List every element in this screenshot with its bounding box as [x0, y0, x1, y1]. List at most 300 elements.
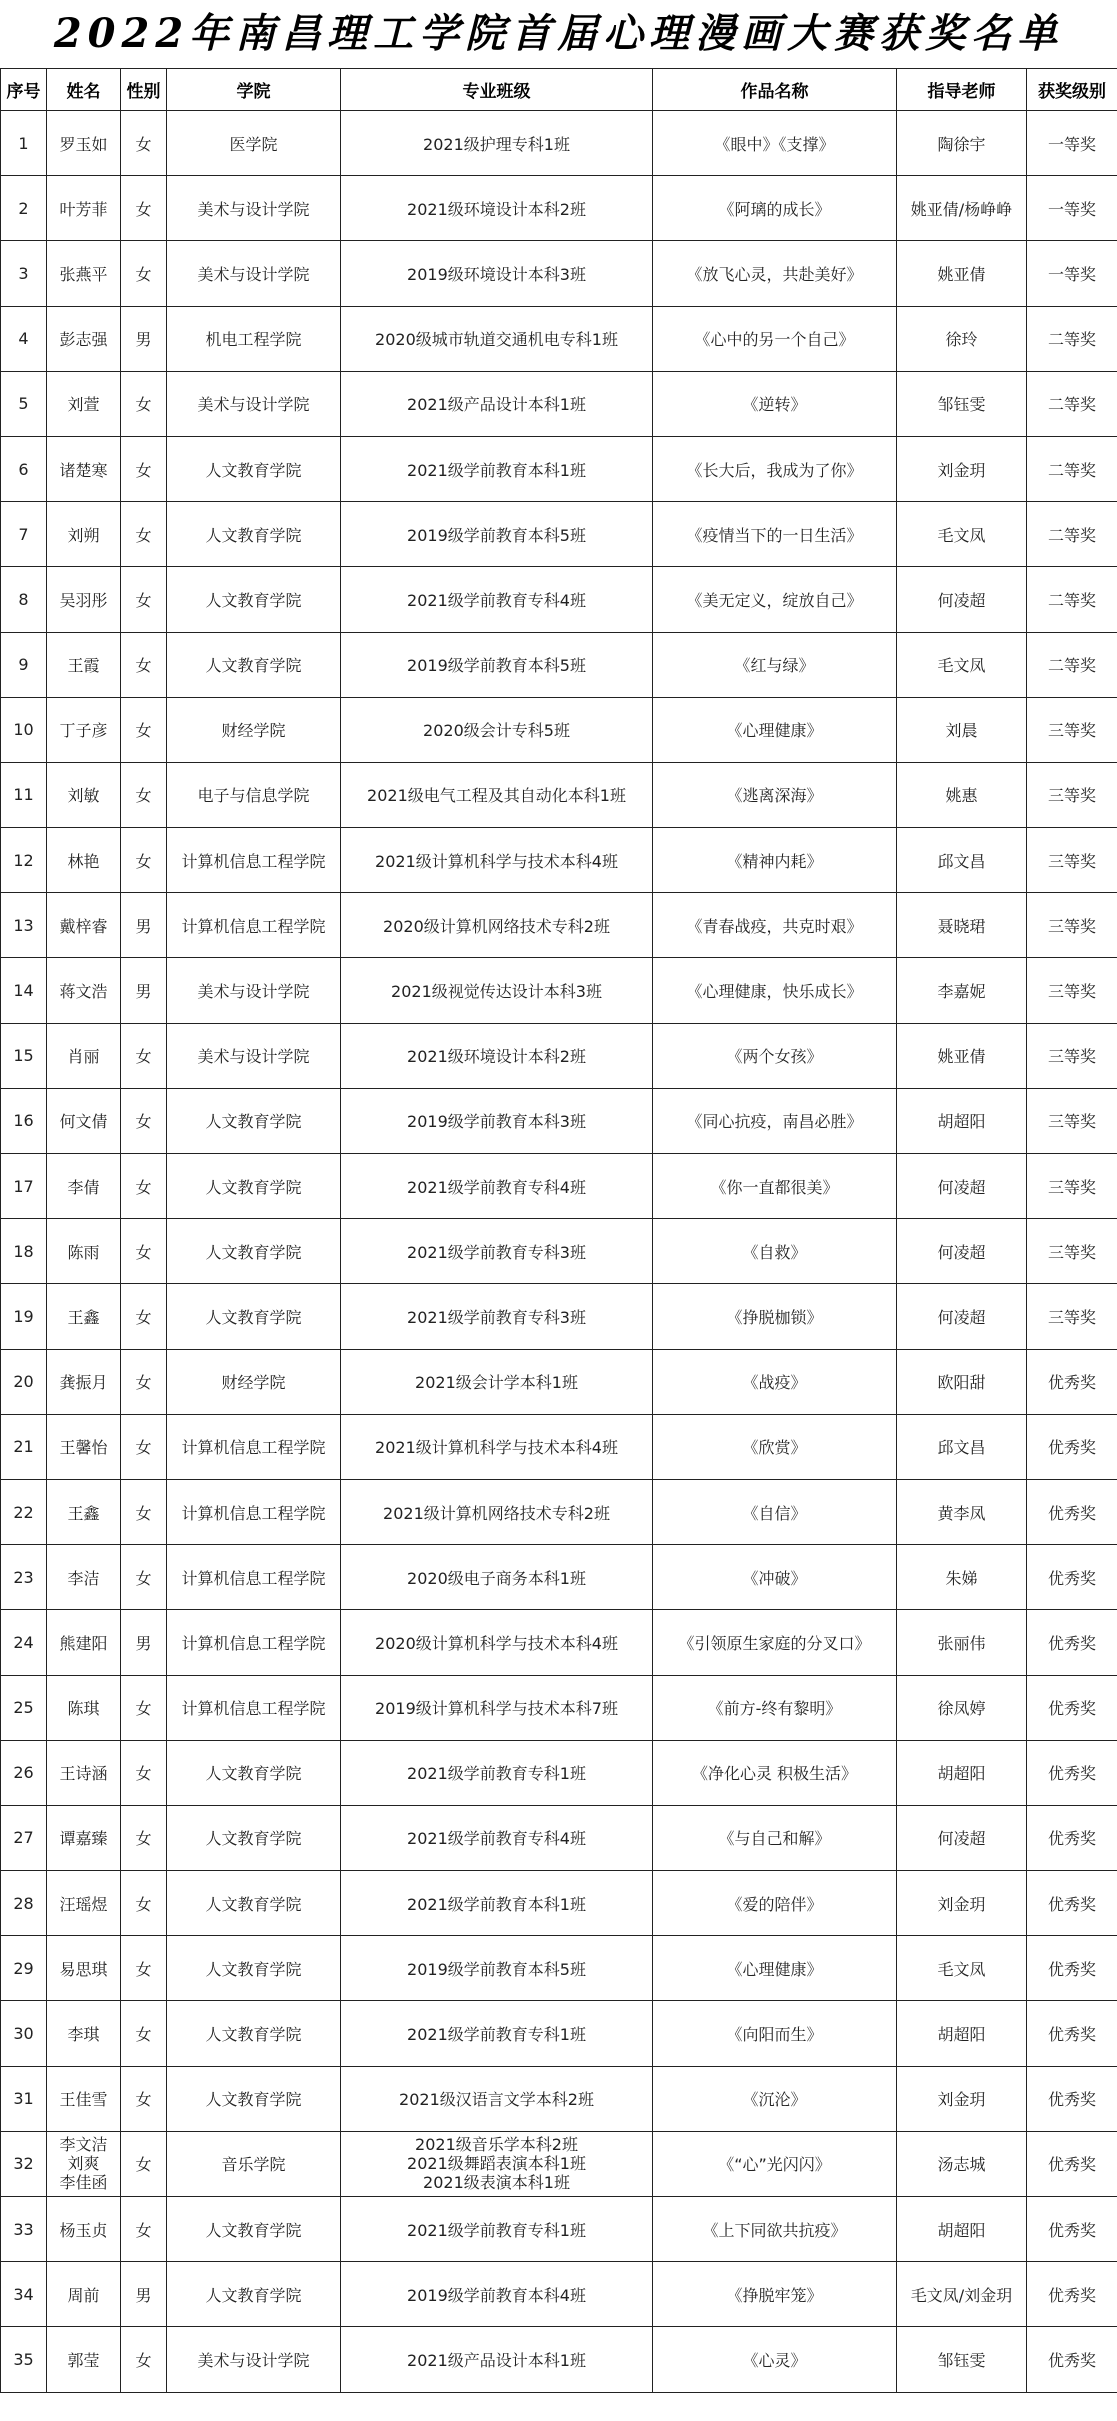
table-row: [1, 2327, 1117, 2392]
cell-no: 23: [1, 1545, 47, 1610]
cell-gender: 女: [121, 567, 167, 632]
cell-teacher: 李嘉妮: [897, 958, 1027, 1023]
cell-award: 优秀奖: [1027, 1610, 1117, 1675]
cell-class: 2021级学前教育专科4班: [341, 1805, 653, 1870]
cell-award: 优秀奖: [1027, 1740, 1117, 1805]
table-row: [1, 241, 1117, 306]
cell-award: 三等奖: [1027, 1088, 1117, 1153]
cell-teacher: 邱文昌: [897, 1414, 1027, 1479]
cell-award: 三等奖: [1027, 762, 1117, 827]
cell-name: 李倩: [47, 1154, 121, 1219]
cell-gender: 女: [121, 1675, 167, 1740]
table-row: [1, 371, 1117, 436]
cell-teacher: 邱文昌: [897, 828, 1027, 893]
cell-class: 2019级环境设计本科3班: [341, 241, 653, 306]
cell-college: 计算机信息工程学院: [167, 1479, 341, 1544]
cell-award: 优秀奖: [1027, 1805, 1117, 1870]
cell-class: 2019级学前教育本科4班: [341, 2262, 653, 2327]
cell-class: 2021级学前教育专科4班: [341, 1154, 653, 1219]
cell-gender: 女: [121, 1414, 167, 1479]
cell-name: 林艳: [47, 828, 121, 893]
cell-award: 二等奖: [1027, 306, 1117, 371]
cell-name: 何文倩: [47, 1088, 121, 1153]
cell-work: 《引领原生家庭的分叉口》: [653, 1610, 897, 1675]
cell-name-line: 李佳函: [59, 2173, 108, 2193]
cell-class: 2020级计算机网络技术专科2班: [341, 893, 653, 958]
cell-college: 财经学院: [167, 1349, 341, 1414]
cell-college: 美术与设计学院: [167, 958, 341, 1023]
table-row: [1, 176, 1117, 241]
cell-name: 汪瑶煜: [47, 1871, 121, 1936]
cell-class: 2021级计算机科学与技术本科4班: [341, 828, 653, 893]
cell-work: 《自信》: [653, 1479, 897, 1544]
cell-gender: 女: [121, 1219, 167, 1284]
cell-name: 张燕平: [47, 241, 121, 306]
cell-award: 优秀奖: [1027, 2262, 1117, 2327]
table-row: [1, 1805, 1117, 1870]
cell-teacher: 欧阳甜: [897, 1349, 1027, 1414]
cell-college: 人文教育学院: [167, 1219, 341, 1284]
cell-name: 易思琪: [47, 1936, 121, 2001]
cell-teacher: 毛文凤: [897, 1936, 1027, 2001]
table-row: [1, 2066, 1117, 2131]
header-gender: 性别: [121, 69, 167, 111]
cell-name: 李琪: [47, 2001, 121, 2066]
cell-gender: 女: [121, 1154, 167, 1219]
cell-work: 《逃离深海》: [653, 762, 897, 827]
cell-college: 计算机信息工程学院: [167, 828, 341, 893]
cell-work: 《冲破》: [653, 1545, 897, 1610]
cell-work: 《挣脱牢笼》: [653, 2262, 897, 2327]
cell-college: 人文教育学院: [167, 1871, 341, 1936]
cell-gender: 女: [121, 1023, 167, 1088]
cell-teacher: 何凌超: [897, 1219, 1027, 1284]
cell-gender: 男: [121, 893, 167, 958]
cell-work: 《心中的另一个自己》: [653, 306, 897, 371]
cell-class: 2019级学前教育本科5班: [341, 1936, 653, 2001]
cell-gender: 女: [121, 1479, 167, 1544]
cell-gender: 男: [121, 2262, 167, 2327]
table-row: [1, 1023, 1117, 1088]
cell-no: 7: [1, 502, 47, 567]
table-row: [1, 1414, 1117, 1479]
cell-name: 王霞: [47, 632, 121, 697]
cell-work: 《心灵》: [653, 2327, 897, 2392]
cell-no: 10: [1, 697, 47, 762]
cell-college: 人文教育学院: [167, 502, 341, 567]
table-row: [1, 1545, 1117, 1610]
cell-work: 《上下同欲共抗疫》: [653, 2197, 897, 2262]
cell-work: 《向阳而生》: [653, 2001, 897, 2066]
cell-no: 5: [1, 371, 47, 436]
cell-teacher: 汤志城: [897, 2131, 1027, 2196]
cell-award: 三等奖: [1027, 1023, 1117, 1088]
cell-name: [47, 2131, 121, 2196]
cell-name: 戴梓睿: [47, 893, 121, 958]
cell-college: 人文教育学院: [167, 1805, 341, 1870]
cell-no: 21: [1, 1414, 47, 1479]
cell-work: 《青春战疫，共克时艰》: [653, 893, 897, 958]
cell-teacher: 徐玲: [897, 306, 1027, 371]
cell-award: 优秀奖: [1027, 1414, 1117, 1479]
cell-work: 《长大后，我成为了你》: [653, 436, 897, 501]
cell-no: 11: [1, 762, 47, 827]
cell-teacher: 朱娣: [897, 1545, 1027, 1610]
cell-gender: 女: [121, 1284, 167, 1349]
cell-class: 2021级护理专科1班: [341, 111, 653, 176]
cell-teacher: 刘金玥: [897, 2066, 1027, 2131]
cell-teacher: 胡超阳: [897, 1740, 1027, 1805]
cell-name: 周前: [47, 2262, 121, 2327]
cell-no: 9: [1, 632, 47, 697]
cell-name: 王馨怡: [47, 1414, 121, 1479]
cell-no: 1: [1, 111, 47, 176]
cell-award: 优秀奖: [1027, 2197, 1117, 2262]
cell-award: 优秀奖: [1027, 1349, 1117, 1414]
cell-no: 24: [1, 1610, 47, 1675]
cell-name: 王鑫: [47, 1479, 121, 1544]
cell-class-line: 2021级音乐学本科2班: [415, 2135, 578, 2155]
cell-no: 31: [1, 2066, 47, 2131]
cell-no: 33: [1, 2197, 47, 2262]
cell-gender: 女: [121, 1936, 167, 2001]
cell-award: 优秀奖: [1027, 2066, 1117, 2131]
cell-class: 2021级学前教育专科3班: [341, 1219, 653, 1284]
cell-work: 《心理健康，快乐成长》: [653, 958, 897, 1023]
cell-work: 《净化心灵 积极生活》: [653, 1740, 897, 1805]
cell-award: 优秀奖: [1027, 1936, 1117, 2001]
cell-class: 2021级学前教育专科4班: [341, 567, 653, 632]
table-row: [1, 828, 1117, 893]
cell-name: 王佳雪: [47, 2066, 121, 2131]
cell-work: 《红与绿》: [653, 632, 897, 697]
cell-name: 罗玉如: [47, 111, 121, 176]
cell-college: 人文教育学院: [167, 1936, 341, 2001]
cell-college: 人文教育学院: [167, 2066, 341, 2131]
cell-gender: 女: [121, 2327, 167, 2392]
cell-teacher: 黄李凤: [897, 1479, 1027, 1544]
table-row: [1, 1479, 1117, 1544]
cell-gender: 女: [121, 436, 167, 501]
cell-class: 2021级电气工程及其自动化本科1班: [341, 762, 653, 827]
cell-gender: 女: [121, 2066, 167, 2131]
cell-teacher: 毛文凤: [897, 632, 1027, 697]
cell-college: 人文教育学院: [167, 2197, 341, 2262]
cell-teacher: 邹钰雯: [897, 371, 1027, 436]
cell-class: 2019级学前教育本科3班: [341, 1088, 653, 1153]
header-class: 专业班级: [341, 69, 653, 111]
cell-no: 28: [1, 1871, 47, 1936]
cell-award: 三等奖: [1027, 1284, 1117, 1349]
table-row: [1, 567, 1117, 632]
cell-no: 3: [1, 241, 47, 306]
cell-teacher: 姚亚倩/杨峥峥: [897, 176, 1027, 241]
cell-name: 龚振月: [47, 1349, 121, 1414]
cell-college: 计算机信息工程学院: [167, 1675, 341, 1740]
header-row: [1, 69, 1117, 111]
cell-gender: 女: [121, 1349, 167, 1414]
cell-award: 优秀奖: [1027, 1479, 1117, 1544]
cell-class: 2021级环境设计本科2班: [341, 1023, 653, 1088]
cell-class: 2021级学前教育专科1班: [341, 1740, 653, 1805]
cell-gender: 女: [121, 697, 167, 762]
header-award: 获奖级别: [1027, 69, 1117, 111]
cell-work: 《沉沦》: [653, 2066, 897, 2131]
cell-no: 15: [1, 1023, 47, 1088]
cell-name: 谭嘉臻: [47, 1805, 121, 1870]
cell-teacher: 何凌超: [897, 1154, 1027, 1219]
cell-college: 计算机信息工程学院: [167, 893, 341, 958]
cell-name: 王鑫: [47, 1284, 121, 1349]
cell-work: 《与自己和解》: [653, 1805, 897, 1870]
cell-no: 34: [1, 2262, 47, 2327]
table-row: [1, 2131, 1117, 2196]
cell-award: 一等奖: [1027, 176, 1117, 241]
cell-teacher: 徐凤婷: [897, 1675, 1027, 1740]
cell-class: 2020级城市轨道交通机电专科1班: [341, 306, 653, 371]
cell-no: 27: [1, 1805, 47, 1870]
table-row: [1, 1740, 1117, 1805]
table-row: [1, 1154, 1117, 1219]
table-row: [1, 2001, 1117, 2066]
cell-college: 美术与设计学院: [167, 1023, 341, 1088]
cell-teacher: 胡超阳: [897, 1088, 1027, 1153]
cell-no: 35: [1, 2327, 47, 2392]
cell-college: 美术与设计学院: [167, 241, 341, 306]
cell-class: 2019级计算机科学与技术本科7班: [341, 1675, 653, 1740]
cell-college: 人文教育学院: [167, 567, 341, 632]
cell-award: 一等奖: [1027, 111, 1117, 176]
cell-name: 李洁: [47, 1545, 121, 1610]
cell-award: 二等奖: [1027, 436, 1117, 501]
cell-class: 2021级环境设计本科2班: [341, 176, 653, 241]
cell-teacher: 姚惠: [897, 762, 1027, 827]
cell-college: 电子与信息学院: [167, 762, 341, 827]
cell-college: 人文教育学院: [167, 632, 341, 697]
table-body: [1, 111, 1117, 2393]
cell-work: 《前方-终有黎明》: [653, 1675, 897, 1740]
cell-name: 王诗涵: [47, 1740, 121, 1805]
cell-gender: 女: [121, 241, 167, 306]
cell-college: 财经学院: [167, 697, 341, 762]
cell-teacher: 陶徐宇: [897, 111, 1027, 176]
cell-teacher: 胡超阳: [897, 2001, 1027, 2066]
cell-work: 《逆转》: [653, 371, 897, 436]
cell-work: 《挣脱枷锁》: [653, 1284, 897, 1349]
cell-award: 二等奖: [1027, 632, 1117, 697]
cell-award: 优秀奖: [1027, 1675, 1117, 1740]
cell-no: 12: [1, 828, 47, 893]
cell-teacher: 姚亚倩: [897, 1023, 1027, 1088]
cell-award: 二等奖: [1027, 502, 1117, 567]
cell-work: 《爱的陪伴》: [653, 1871, 897, 1936]
cell-gender: 男: [121, 1610, 167, 1675]
cell-no: 13: [1, 893, 47, 958]
header-no: 序号: [1, 69, 47, 111]
cell-award: 三等奖: [1027, 1219, 1117, 1284]
cell-name: 丁子彦: [47, 697, 121, 762]
cell-award: 二等奖: [1027, 567, 1117, 632]
cell-gender: 女: [121, 828, 167, 893]
cell-name: 刘萱: [47, 371, 121, 436]
cell-no: 19: [1, 1284, 47, 1349]
cell-gender: 男: [121, 958, 167, 1023]
cell-work: 《两个女孩》: [653, 1023, 897, 1088]
header-name: 姓名: [47, 69, 121, 111]
cell-no: 14: [1, 958, 47, 1023]
cell-college: 美术与设计学院: [167, 2327, 341, 2392]
cell-college: 音乐学院: [167, 2131, 341, 2196]
cell-teacher: 聂晓珺: [897, 893, 1027, 958]
cell-no: 26: [1, 1740, 47, 1805]
cell-name: 熊建阳: [47, 1610, 121, 1675]
cell-class: 2021级学前教育专科1班: [341, 2197, 653, 2262]
cell-college: 人文教育学院: [167, 1088, 341, 1153]
cell-no: 16: [1, 1088, 47, 1153]
cell-gender: 女: [121, 1088, 167, 1153]
cell-work: 《同心抗疫，南昌必胜》: [653, 1088, 897, 1153]
header-work: 作品名称: [653, 69, 897, 111]
cell-class: 2019级学前教育本科5班: [341, 632, 653, 697]
cell-college: 人文教育学院: [167, 1740, 341, 1805]
cell-gender: 女: [121, 1871, 167, 1936]
table-row: [1, 1675, 1117, 1740]
cell-class: 2021级学前教育本科1班: [341, 436, 653, 501]
cell-teacher: 张丽伟: [897, 1610, 1027, 1675]
cell-gender: 男: [121, 306, 167, 371]
cell-college: 人文教育学院: [167, 2001, 341, 2066]
cell-award: 三等奖: [1027, 697, 1117, 762]
cell-class: 2021级视觉传达设计本科3班: [341, 958, 653, 1023]
cell-college: 计算机信息工程学院: [167, 1414, 341, 1479]
table-row: [1, 893, 1117, 958]
cell-no: 20: [1, 1349, 47, 1414]
cell-teacher: 姚亚倩: [897, 241, 1027, 306]
cell-award: 二等奖: [1027, 371, 1117, 436]
cell-no: 25: [1, 1675, 47, 1740]
header-college: 学院: [167, 69, 341, 111]
table-row: [1, 306, 1117, 371]
cell-class: 2020级电子商务本科1班: [341, 1545, 653, 1610]
cell-college: 人文教育学院: [167, 1154, 341, 1219]
cell-name: 陈琪: [47, 1675, 121, 1740]
cell-work: 《“心”光闪闪》: [653, 2131, 897, 2196]
cell-award: 一等奖: [1027, 241, 1117, 306]
cell-college: 计算机信息工程学院: [167, 1610, 341, 1675]
cell-gender: 女: [121, 2001, 167, 2066]
cell-no: 17: [1, 1154, 47, 1219]
cell-teacher: 刘金玥: [897, 1871, 1027, 1936]
table-row: [1, 1219, 1117, 1284]
cell-teacher: 何凌超: [897, 1805, 1027, 1870]
cell-work: 《眼中》《支撑》: [653, 111, 897, 176]
cell-class: 2021级计算机网络技术专科2班: [341, 1479, 653, 1544]
table-row: [1, 1349, 1117, 1414]
cell-name: 蒋文浩: [47, 958, 121, 1023]
table-row: [1, 502, 1117, 567]
cell-no: 4: [1, 306, 47, 371]
cell-class: 2021级学前教育专科3班: [341, 1284, 653, 1349]
cell-college: 人文教育学院: [167, 2262, 341, 2327]
cell-name: 郭莹: [47, 2327, 121, 2392]
cell-class: 2021级学前教育本科1班: [341, 1871, 653, 1936]
cell-name-line: 李文洁: [59, 2135, 108, 2155]
cell-class: [341, 2131, 653, 2196]
table-row: [1, 2262, 1117, 2327]
cell-teacher: 毛文凤: [897, 502, 1027, 567]
cell-name: 陈雨: [47, 1219, 121, 1284]
table-row: [1, 762, 1117, 827]
cell-class: 2021级产品设计本科1班: [341, 371, 653, 436]
cell-teacher: 何凌超: [897, 567, 1027, 632]
cell-college: 机电工程学院: [167, 306, 341, 371]
table-row: [1, 2197, 1117, 2262]
cell-work: 《心理健康》: [653, 1936, 897, 2001]
cell-no: 32: [1, 2131, 47, 2196]
cell-name: 杨玉贞: [47, 2197, 121, 2262]
cell-work: 《自救》: [653, 1219, 897, 1284]
table-row: [1, 436, 1117, 501]
cell-class: 2020级计算机科学与技术本科4班: [341, 1610, 653, 1675]
cell-college: 计算机信息工程学院: [167, 1545, 341, 1610]
cell-work: 《疫情当下的一日生活》: [653, 502, 897, 567]
cell-work: 《阿璃的成长》: [653, 176, 897, 241]
table-row: [1, 958, 1117, 1023]
cell-award: 优秀奖: [1027, 1545, 1117, 1610]
cell-award: 优秀奖: [1027, 2131, 1117, 2196]
cell-gender: 女: [121, 176, 167, 241]
cell-no: 30: [1, 2001, 47, 2066]
cell-name: 叶芳菲: [47, 176, 121, 241]
cell-teacher: 胡超阳: [897, 2197, 1027, 2262]
cell-award: 三等奖: [1027, 958, 1117, 1023]
cell-gender: 女: [121, 111, 167, 176]
cell-class-line: 2021级表演本科1班: [423, 2173, 570, 2193]
cell-award: 优秀奖: [1027, 1871, 1117, 1936]
cell-teacher: 刘金玥: [897, 436, 1027, 501]
cell-no: 2: [1, 176, 47, 241]
cell-no: 18: [1, 1219, 47, 1284]
cell-no: 29: [1, 1936, 47, 2001]
cell-college: 人文教育学院: [167, 436, 341, 501]
document-title: 2022年南昌理工学院首届心理漫画大赛获奖名单: [53, 10, 1064, 57]
table-row: [1, 1610, 1117, 1675]
cell-name: 刘朔: [47, 502, 121, 567]
table-row: [1, 697, 1117, 762]
cell-gender: 女: [121, 2131, 167, 2196]
cell-class: 2021级汉语言文学本科2班: [341, 2066, 653, 2131]
cell-class-line: 2021级舞蹈表演本科1班: [407, 2154, 586, 2174]
cell-teacher: 何凌超: [897, 1284, 1027, 1349]
cell-work: 《精神内耗》: [653, 828, 897, 893]
cell-work: 《美无定义，绽放自己》: [653, 567, 897, 632]
cell-class: 2020级会计专科5班: [341, 697, 653, 762]
cell-award: 三等奖: [1027, 893, 1117, 958]
header-teacher: 指导老师: [897, 69, 1027, 111]
cell-award: 三等奖: [1027, 828, 1117, 893]
cell-work: 《战疫》: [653, 1349, 897, 1414]
cell-no: 6: [1, 436, 47, 501]
cell-work: 《心理健康》: [653, 697, 897, 762]
cell-college: 美术与设计学院: [167, 176, 341, 241]
cell-work: 《欣赏》: [653, 1414, 897, 1479]
cell-class: 2021级计算机科学与技术本科4班: [341, 1414, 653, 1479]
table-row: [1, 1871, 1117, 1936]
cell-gender: 女: [121, 1740, 167, 1805]
cell-gender: 女: [121, 632, 167, 697]
cell-name: 刘敏: [47, 762, 121, 827]
cell-class: 2019级学前教育本科5班: [341, 502, 653, 567]
